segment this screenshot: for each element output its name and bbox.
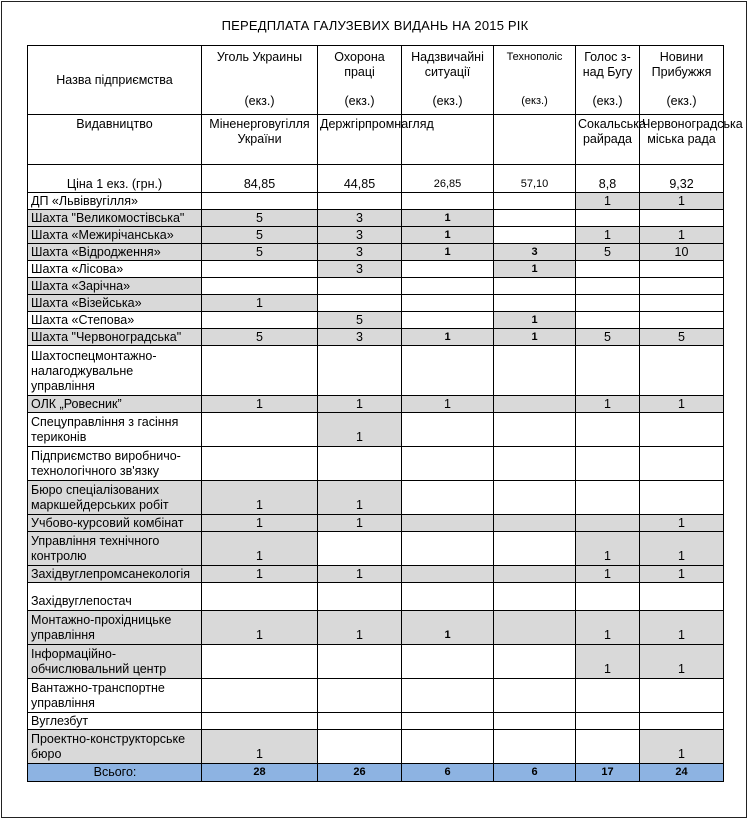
value-cell: 1 bbox=[318, 481, 402, 515]
value-cell: 1 bbox=[576, 566, 640, 583]
value-cell: 10 bbox=[640, 244, 724, 261]
col-unit: (екз.) bbox=[432, 94, 463, 108]
value-cell bbox=[576, 713, 640, 730]
value-cell: 5 bbox=[318, 312, 402, 329]
value-cell bbox=[202, 447, 318, 481]
col-unit: (екз.) bbox=[521, 95, 548, 107]
value-cell bbox=[640, 679, 724, 713]
value-cell bbox=[318, 583, 402, 611]
row-name-cell: Шахта «Візейська» bbox=[28, 295, 202, 312]
row-name-cell: Шахта "Великомостівська" bbox=[28, 210, 202, 227]
header-col-5 bbox=[576, 46, 640, 115]
value-cell bbox=[402, 645, 494, 679]
row-name-cell: Шахта «Зарічна» bbox=[28, 278, 202, 295]
value-cell bbox=[640, 312, 724, 329]
price-cell: 9,32 bbox=[640, 165, 724, 193]
value-cell bbox=[202, 193, 318, 210]
value-cell bbox=[402, 713, 494, 730]
value-cell bbox=[402, 532, 494, 566]
value-cell bbox=[402, 730, 494, 764]
row-name-cell: Шахта «Межирічанська» bbox=[28, 227, 202, 244]
value-cell: 1 bbox=[318, 396, 402, 413]
header-col-4 bbox=[494, 46, 576, 115]
col-title: Новини Прибужжя bbox=[651, 50, 712, 79]
total-cell: 26 bbox=[318, 764, 402, 782]
value-cell: 3 bbox=[318, 227, 402, 244]
value-cell bbox=[576, 515, 640, 532]
header-col-2 bbox=[318, 46, 402, 115]
row-name-cell: Шахтоспецмонтажно-налагоджувальне управління bbox=[28, 346, 202, 396]
row-name-cell: Учбово-курсовий комбінат bbox=[28, 515, 202, 532]
publisher-cell: Держгірпромнагляд bbox=[318, 115, 402, 165]
value-cell: 3 bbox=[318, 261, 402, 278]
total-cell: 24 bbox=[640, 764, 724, 782]
value-cell bbox=[640, 447, 724, 481]
value-cell bbox=[576, 295, 640, 312]
table-row bbox=[28, 210, 724, 227]
value-cell bbox=[576, 481, 640, 515]
value-cell: 1 bbox=[402, 611, 494, 645]
price-cell: 44,85 bbox=[318, 165, 402, 193]
value-cell: 1 bbox=[402, 210, 494, 227]
value-cell bbox=[318, 193, 402, 210]
publisher-cell: Червоноградська міська рада bbox=[640, 115, 724, 165]
publisher-label: Видавництво bbox=[28, 115, 202, 165]
value-cell: 1 bbox=[318, 611, 402, 645]
value-cell bbox=[576, 261, 640, 278]
row-name-cell: Західвуглепостач bbox=[28, 583, 202, 611]
table-row bbox=[28, 481, 724, 515]
value-cell: 3 bbox=[494, 244, 576, 261]
value-cell bbox=[494, 679, 576, 713]
total-cell: 17 bbox=[576, 764, 640, 782]
value-cell bbox=[402, 312, 494, 329]
value-cell bbox=[576, 730, 640, 764]
value-cell: 1 bbox=[402, 244, 494, 261]
value-cell bbox=[202, 278, 318, 295]
row-name-cell: Управління технічного контролю bbox=[28, 532, 202, 566]
header-col-6 bbox=[640, 46, 724, 115]
row-name-cell: Підприємство виробничо-технологічного зв'язку bbox=[28, 447, 202, 481]
value-cell bbox=[576, 312, 640, 329]
value-cell bbox=[494, 532, 576, 566]
row-name-cell: ОЛК „Ровесник” bbox=[28, 396, 202, 413]
value-cell: 1 bbox=[494, 261, 576, 278]
value-cell: 5 bbox=[202, 244, 318, 261]
value-cell: 1 bbox=[202, 611, 318, 645]
value-cell: 3 bbox=[318, 329, 402, 346]
publisher-cell bbox=[494, 115, 576, 165]
value-cell: 1 bbox=[402, 227, 494, 244]
price-row bbox=[28, 165, 724, 193]
value-cell bbox=[318, 713, 402, 730]
value-cell bbox=[318, 679, 402, 713]
table-row bbox=[28, 532, 724, 566]
table-row bbox=[28, 295, 724, 312]
total-cell: 6 bbox=[402, 764, 494, 782]
value-cell: 1 bbox=[576, 227, 640, 244]
row-name-cell: Інформаційно-обчислювальний центр bbox=[28, 645, 202, 679]
value-cell bbox=[318, 532, 402, 566]
value-cell: 1 bbox=[576, 193, 640, 210]
row-name-cell: Бюро спеціалізованих маркшейдерських робіт bbox=[28, 481, 202, 515]
value-cell: 1 bbox=[494, 329, 576, 346]
publisher-row bbox=[28, 115, 724, 165]
value-cell: 5 bbox=[202, 329, 318, 346]
value-cell: 1 bbox=[640, 532, 724, 566]
header-row bbox=[28, 46, 724, 115]
value-cell: 3 bbox=[318, 210, 402, 227]
publisher-cell: Сокальська райрада bbox=[576, 115, 640, 165]
table-row bbox=[28, 312, 724, 329]
value-cell bbox=[202, 583, 318, 611]
value-cell: 1 bbox=[640, 227, 724, 244]
value-cell bbox=[494, 645, 576, 679]
value-cell bbox=[494, 713, 576, 730]
value-cell: 1 bbox=[202, 481, 318, 515]
table-row bbox=[28, 566, 724, 583]
total-cell: 28 bbox=[202, 764, 318, 782]
value-cell bbox=[402, 515, 494, 532]
value-cell: 1 bbox=[640, 396, 724, 413]
value-cell: 1 bbox=[576, 611, 640, 645]
row-name-cell: Вуглезбут bbox=[28, 713, 202, 730]
value-cell bbox=[402, 261, 494, 278]
value-cell bbox=[640, 346, 724, 396]
col-unit: (екз.) bbox=[666, 94, 697, 108]
value-cell: 1 bbox=[576, 645, 640, 679]
value-cell bbox=[402, 566, 494, 583]
value-cell bbox=[494, 566, 576, 583]
value-cell bbox=[318, 730, 402, 764]
value-cell bbox=[318, 295, 402, 312]
value-cell bbox=[494, 295, 576, 312]
value-cell bbox=[576, 447, 640, 481]
value-cell: 1 bbox=[402, 396, 494, 413]
value-cell bbox=[494, 210, 576, 227]
value-cell bbox=[402, 413, 494, 447]
value-cell: 1 bbox=[640, 566, 724, 583]
value-cell: 1 bbox=[202, 295, 318, 312]
value-cell bbox=[402, 583, 494, 611]
value-cell bbox=[402, 679, 494, 713]
table-row bbox=[28, 396, 724, 413]
price-cell: 26,85 bbox=[402, 165, 494, 193]
table-row bbox=[28, 583, 724, 611]
table-row bbox=[28, 679, 724, 713]
row-name-cell: Монтажно-прохідницьке управління bbox=[28, 611, 202, 645]
value-cell: 1 bbox=[202, 566, 318, 583]
value-cell bbox=[576, 583, 640, 611]
value-cell bbox=[640, 278, 724, 295]
value-cell bbox=[494, 481, 576, 515]
table-row bbox=[28, 645, 724, 679]
table-row bbox=[28, 278, 724, 295]
value-cell bbox=[640, 583, 724, 611]
col-unit: (екз.) bbox=[344, 94, 375, 108]
value-cell bbox=[402, 278, 494, 295]
price-cell: 8,8 bbox=[576, 165, 640, 193]
value-cell bbox=[576, 413, 640, 447]
value-cell bbox=[402, 346, 494, 396]
document-title: ПЕРЕДПЛАТА ГАЛУЗЕВИХ ВИДАНЬ НА 2015 РІК bbox=[221, 18, 529, 33]
value-cell bbox=[640, 210, 724, 227]
value-cell bbox=[202, 645, 318, 679]
row-name-cell: Шахта "Червоноградська" bbox=[28, 329, 202, 346]
value-cell: 1 bbox=[576, 532, 640, 566]
col-title: Охорона праці bbox=[334, 50, 385, 79]
col-title: Голос з-над Бугу bbox=[582, 50, 633, 79]
row-name-cell: Шахта «Степова» bbox=[28, 312, 202, 329]
table-row bbox=[28, 193, 724, 210]
table-row bbox=[28, 244, 724, 261]
value-cell: 1 bbox=[640, 730, 724, 764]
table-row bbox=[28, 730, 724, 764]
row-name-cell: Вантажно-транспортне управління bbox=[28, 679, 202, 713]
row-name-cell: Спецуправління з гасіння териконів bbox=[28, 413, 202, 447]
value-cell bbox=[494, 730, 576, 764]
header-col-1 bbox=[202, 46, 318, 115]
value-cell: 5 bbox=[576, 244, 640, 261]
value-cell: 1 bbox=[576, 396, 640, 413]
value-cell bbox=[202, 261, 318, 278]
table-row bbox=[28, 515, 724, 532]
table-row bbox=[28, 413, 724, 447]
value-cell bbox=[494, 515, 576, 532]
value-cell: 1 bbox=[202, 730, 318, 764]
value-cell bbox=[494, 583, 576, 611]
value-cell bbox=[640, 713, 724, 730]
value-cell: 1 bbox=[202, 532, 318, 566]
value-cell: 1 bbox=[494, 312, 576, 329]
value-cell: 1 bbox=[402, 329, 494, 346]
value-cell bbox=[402, 447, 494, 481]
value-cell bbox=[576, 210, 640, 227]
publisher-cell: Міненерговугілля України bbox=[202, 115, 318, 165]
value-cell bbox=[202, 713, 318, 730]
col-title: Надзвичайні ситуації bbox=[411, 50, 484, 79]
value-cell: 1 bbox=[318, 566, 402, 583]
value-cell bbox=[576, 278, 640, 295]
price-cell: 57,10 bbox=[494, 165, 576, 193]
value-cell: 5 bbox=[202, 227, 318, 244]
value-cell bbox=[318, 447, 402, 481]
col-title: Уголь Украины bbox=[216, 50, 303, 64]
value-cell bbox=[402, 481, 494, 515]
value-cell bbox=[494, 227, 576, 244]
col-unit: (екз.) bbox=[592, 94, 623, 108]
value-cell bbox=[202, 312, 318, 329]
value-cell: 1 bbox=[318, 413, 402, 447]
value-cell: 5 bbox=[640, 329, 724, 346]
header-name-cell: Назва підприємства bbox=[28, 46, 202, 115]
table-row bbox=[28, 713, 724, 730]
value-cell bbox=[494, 447, 576, 481]
total-row bbox=[28, 764, 724, 782]
value-cell bbox=[576, 346, 640, 396]
value-cell bbox=[402, 295, 494, 312]
value-cell bbox=[318, 645, 402, 679]
value-cell: 1 bbox=[640, 515, 724, 532]
row-name-cell: ДП «Львіввугілля» bbox=[28, 193, 202, 210]
col-title: Технополіс bbox=[506, 51, 563, 63]
value-cell: 5 bbox=[576, 329, 640, 346]
row-name-cell: Шахта «Лісова» bbox=[28, 261, 202, 278]
value-cell bbox=[202, 346, 318, 396]
value-cell: 1 bbox=[202, 515, 318, 532]
value-cell bbox=[640, 261, 724, 278]
value-cell bbox=[402, 193, 494, 210]
value-cell bbox=[494, 611, 576, 645]
row-name-cell: Проектно-конструкторське бюро bbox=[28, 730, 202, 764]
value-cell: 1 bbox=[640, 193, 724, 210]
price-cell: 84,85 bbox=[202, 165, 318, 193]
value-cell: 1 bbox=[318, 515, 402, 532]
value-cell bbox=[494, 396, 576, 413]
subscription-table bbox=[27, 45, 743, 782]
value-cell bbox=[640, 481, 724, 515]
table-row bbox=[28, 261, 724, 278]
value-cell bbox=[494, 278, 576, 295]
table-row bbox=[28, 611, 724, 645]
table-row bbox=[28, 447, 724, 481]
value-cell bbox=[494, 193, 576, 210]
row-name-cell: Західвуглепромсанекологія bbox=[28, 566, 202, 583]
value-cell bbox=[202, 413, 318, 447]
table-row bbox=[28, 346, 724, 396]
price-label: Ціна 1 екз. (грн.) bbox=[28, 165, 202, 193]
value-cell: 1 bbox=[640, 611, 724, 645]
table-row bbox=[28, 227, 724, 244]
col-unit: (екз.) bbox=[244, 94, 275, 108]
value-cell bbox=[640, 295, 724, 312]
value-cell bbox=[202, 679, 318, 713]
value-cell bbox=[494, 413, 576, 447]
value-cell bbox=[318, 346, 402, 396]
value-cell: 5 bbox=[202, 210, 318, 227]
total-cell: 6 bbox=[494, 764, 576, 782]
value-cell bbox=[494, 346, 576, 396]
row-name-cell: Шахта «Відродження» bbox=[28, 244, 202, 261]
table-row bbox=[28, 329, 724, 346]
value-cell bbox=[640, 413, 724, 447]
header-col-3 bbox=[402, 46, 494, 115]
value-cell: 1 bbox=[202, 396, 318, 413]
value-cell: 1 bbox=[640, 645, 724, 679]
value-cell: 3 bbox=[318, 244, 402, 261]
total-label: Всього: bbox=[28, 764, 202, 782]
value-cell bbox=[318, 278, 402, 295]
value-cell bbox=[576, 679, 640, 713]
